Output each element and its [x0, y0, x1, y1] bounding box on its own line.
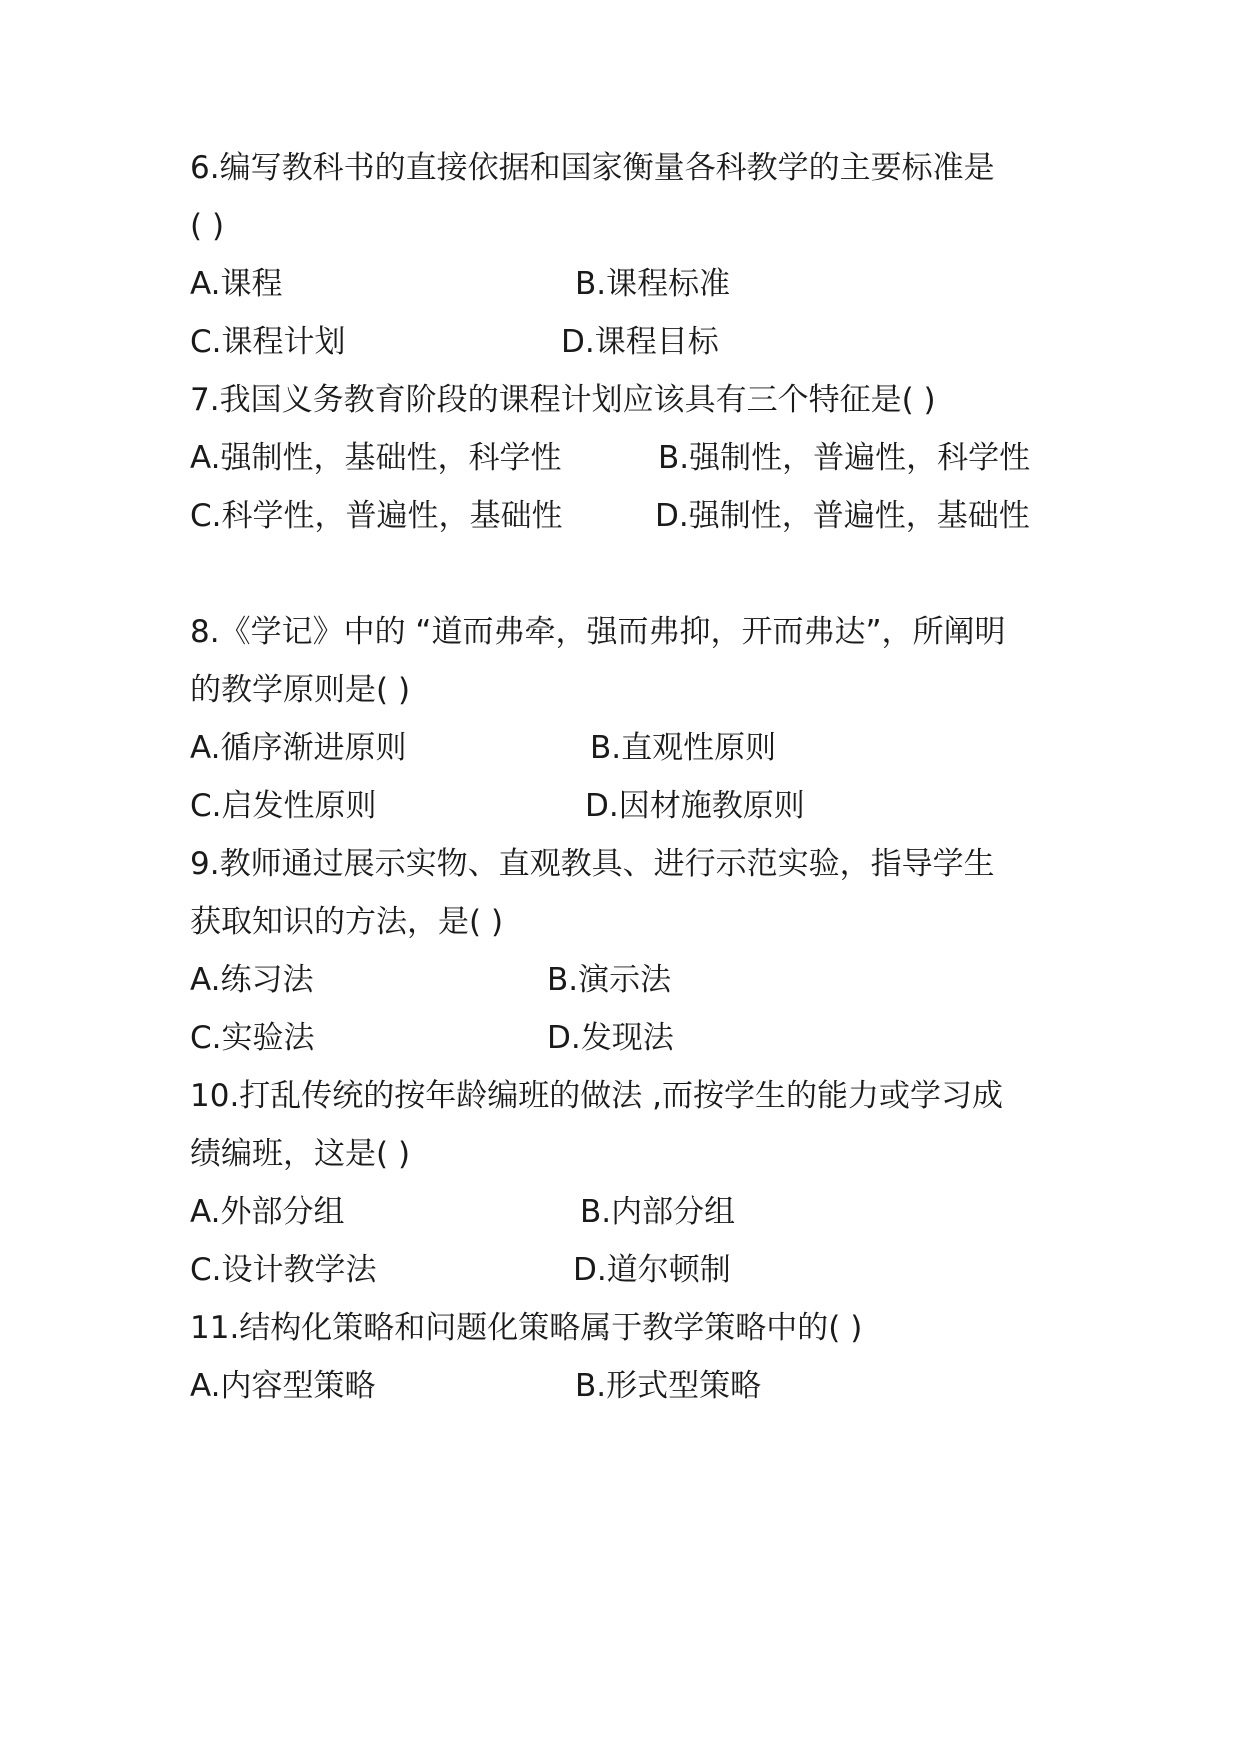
- question-10-option-c: C.设计教学法: [190, 1252, 377, 1288]
- question-8-option-a: A.循序渐进原则: [190, 730, 407, 766]
- question-6-option-c: C.课程计划: [190, 324, 346, 360]
- question-9-option-c: C.实验法: [190, 1020, 315, 1056]
- question-9-stem-line-2: 获取知识的方法，是( ): [190, 904, 504, 940]
- question-6-option-d: D.课程目标: [561, 324, 719, 360]
- question-11-stem-line-1: 11.结构化策略和问题化策略属于教学策略中的( ): [190, 1310, 863, 1346]
- question-6-option-b: B.课程标准: [575, 266, 731, 302]
- question-7-option-c: C.科学性，普遍性，基础性: [190, 498, 563, 534]
- question-10-stem-line-1: 10.打乱传统的按年龄编班的做法 ,而按学生的能力或学习成: [190, 1078, 1004, 1114]
- question-8-stem-line-2: 的教学原则是( ): [190, 672, 411, 708]
- question-10-option-b: B.内部分组: [580, 1194, 736, 1230]
- question-10-option-d: D.道尔顿制: [573, 1252, 731, 1288]
- question-9-stem-line-1: 9.教师通过展示实物、直观教具、进行示范实验，指导学生: [190, 846, 995, 882]
- question-6-option-a: A.课程: [190, 266, 283, 302]
- question-8-option-b: B.直观性原则: [590, 730, 777, 766]
- question-6-stem-line-2: ( ): [190, 208, 225, 244]
- question-8-stem-line-1: 8.《学记》中的 “道而弗牵，强而弗抑，开而弗达”，所阐明: [190, 614, 1006, 650]
- question-11-option-a: A.内容型策略: [190, 1368, 376, 1404]
- question-10-stem-line-2: 绩编班，这是( ): [190, 1136, 411, 1172]
- question-9-option-d: D.发现法: [547, 1020, 674, 1056]
- question-7-stem-line-1: 7.我国义务教育阶段的课程计划应该具有三个特征是( ): [190, 382, 936, 418]
- question-9-option-a: A.练习法: [190, 962, 314, 998]
- question-6-stem-line-1: 6.编写教科书的直接依据和国家衡量各科教学的主要标准是: [190, 150, 995, 186]
- question-11-option-b: B.形式型策略: [575, 1368, 762, 1404]
- question-10-option-a: A.外部分组: [190, 1194, 345, 1230]
- question-7-option-a: A.强制性，基础性，科学性: [190, 440, 562, 476]
- question-7-option-d: D.强制性，普遍性，基础性: [655, 498, 1030, 534]
- question-8-option-c: C.启发性原则: [190, 788, 377, 824]
- question-9-option-b: B.演示法: [547, 962, 672, 998]
- question-7-option-b: B.强制性，普遍性，科学性: [658, 440, 1031, 476]
- question-8-option-d: D.因材施教原则: [585, 788, 805, 824]
